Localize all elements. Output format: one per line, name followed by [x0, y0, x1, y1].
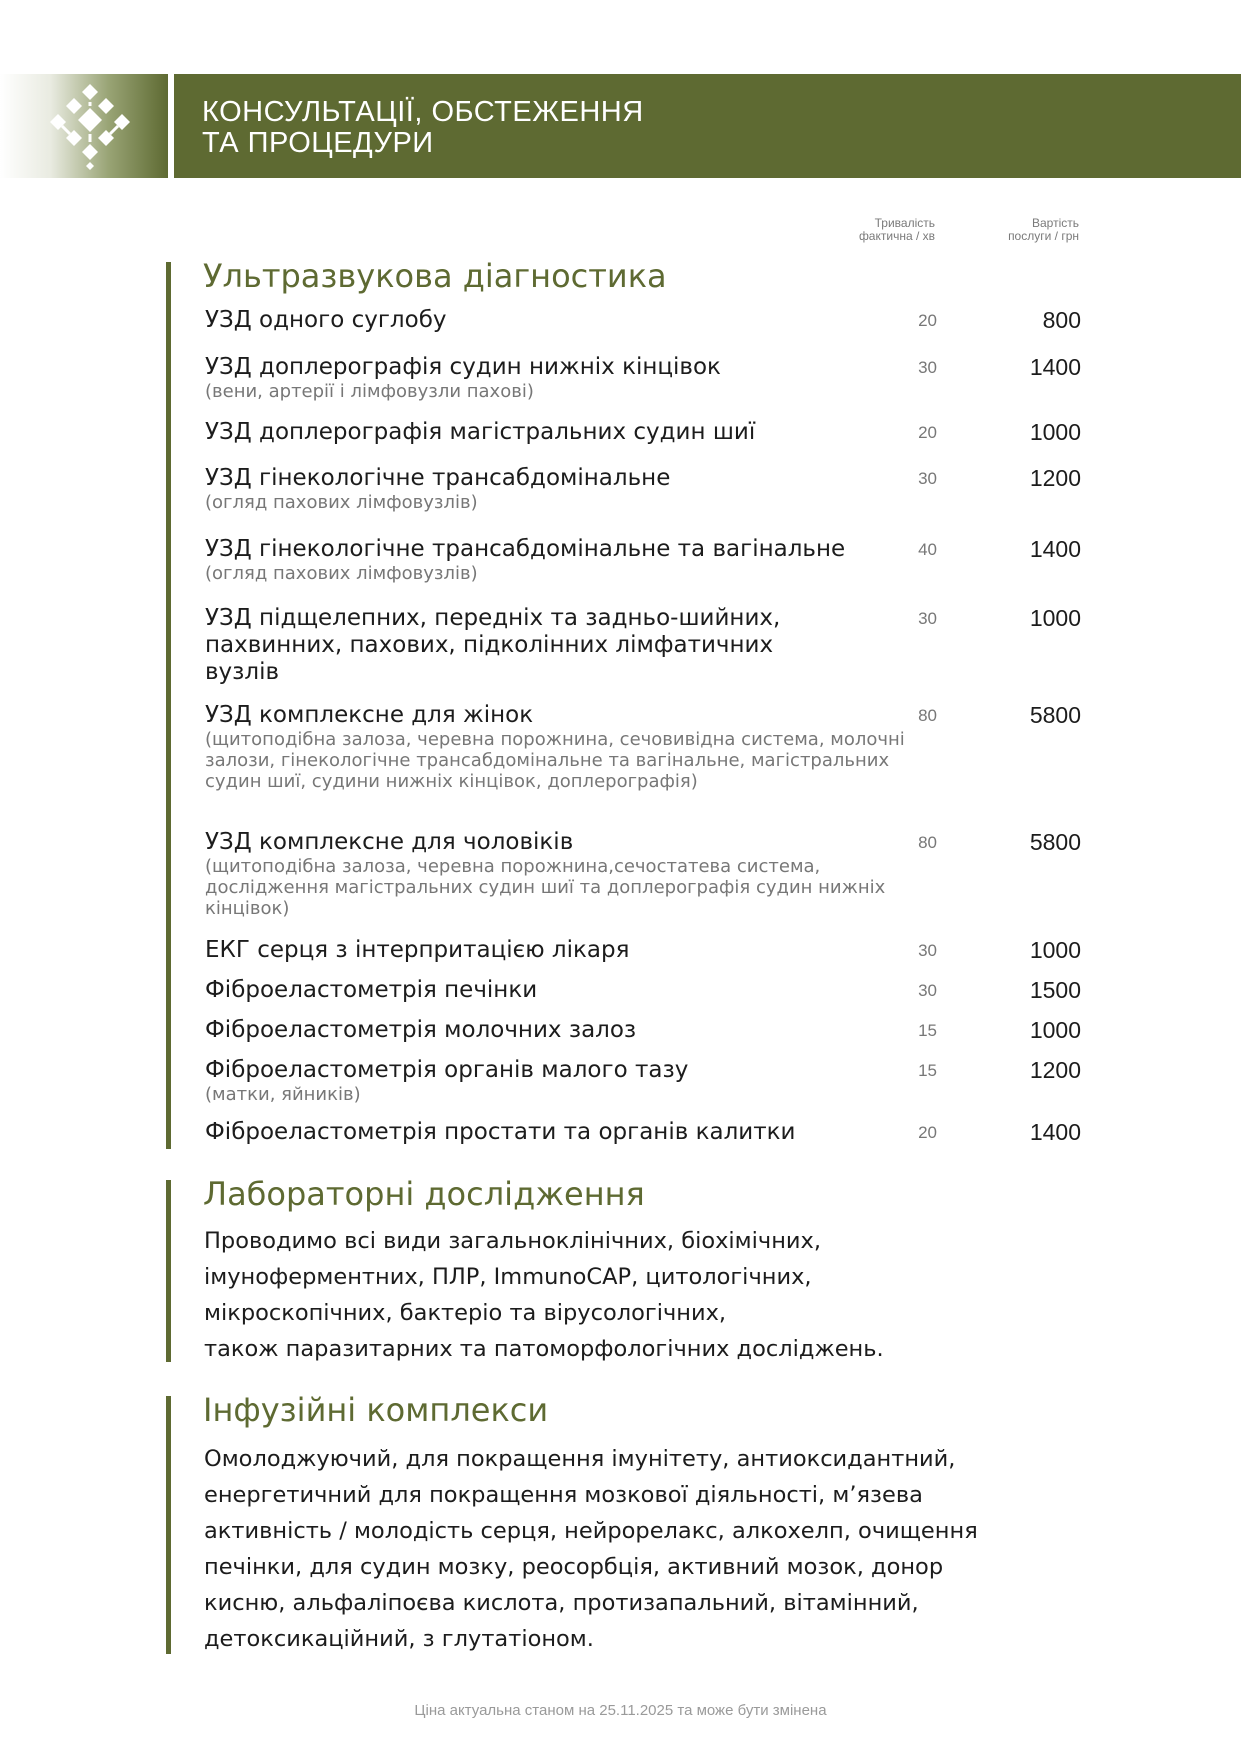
- service-note: (щитоподібна залоза, черевна порожнина,сечостатева система, дослідження магістральних судин шиї та доплерографія судин нижніх кінцівок): [205, 856, 886, 919]
- service-row: [205, 1119, 1081, 1146]
- service-name: УЗД комплексне для чоловіків: [205, 829, 574, 855]
- service-name: ЕКГ серця з інтерпритацією лікаря: [205, 937, 630, 963]
- service-price: 1000: [1029, 605, 1081, 631]
- service-name: Фіброеластометрія молочних залоз: [205, 1017, 637, 1043]
- page-title-line2: ТА ПРОЦЕДУРИ: [202, 127, 434, 159]
- service-price: 1000: [1029, 1017, 1081, 1043]
- lab-description-line: Проводимо всі види загальноклінічних, біохімічних,: [204, 1228, 822, 1254]
- service-name: УЗД гінекологічне трансабдомінальне та вагінальне: [205, 536, 846, 562]
- service-row: [205, 536, 1081, 584]
- service-name: Фіброеластометрія печінки: [205, 977, 538, 1003]
- service-row: [205, 354, 1081, 402]
- infusion-description-line: кисню, альфаліпоєва кислота, протизапальний, вітамінний,: [204, 1590, 919, 1616]
- infusion-description-line: детоксикаційний, з глутатіоном.: [204, 1626, 594, 1652]
- service-price: 1400: [1029, 536, 1081, 562]
- service-name: УЗД гінекологічне трансабдомінальне: [205, 465, 671, 491]
- service-duration: 15: [918, 1061, 937, 1080]
- service-row: [205, 937, 1081, 964]
- service-price: 1200: [1029, 465, 1081, 491]
- service-duration: 30: [918, 358, 937, 377]
- column-header-duration: [815, 217, 935, 243]
- service-row: [205, 419, 1081, 446]
- service-duration: 30: [918, 609, 937, 628]
- service-price: 1500: [1029, 977, 1081, 1003]
- service-row: [205, 307, 1081, 334]
- service-note: (матки, яйників): [205, 1084, 361, 1105]
- lab-description-line: імуноферментних, ПЛР, ImmunoCAP, цитологічних,: [204, 1264, 812, 1290]
- service-note: (огляд пахових лімфовузлів): [205, 492, 478, 513]
- service-duration: 30: [918, 469, 937, 488]
- section-accent-bar: [166, 1396, 171, 1654]
- column-header-duration-line2: фактична / хв: [858, 229, 935, 243]
- service-row: [205, 1057, 1081, 1105]
- service-price: 5800: [1029, 702, 1081, 728]
- service-duration: 20: [918, 311, 937, 330]
- section-title-infusion: Інфузійні комплекси: [203, 1391, 549, 1429]
- service-duration: 30: [918, 981, 937, 1000]
- service-price: 1000: [1029, 419, 1081, 445]
- infusion-description: [204, 1441, 1104, 1657]
- section-accent-bar: [166, 1180, 171, 1362]
- service-name: Фіброеластометрія простати та органів калитки: [205, 1119, 796, 1145]
- infusion-description-line: енергетичний для покращення мозкової діяльності, м’язева: [204, 1482, 923, 1508]
- service-duration: 80: [918, 706, 937, 725]
- infusion-description-line: Омолоджуючий, для покращення імунітету, антиоксидантний,: [204, 1446, 956, 1472]
- service-duration: 30: [918, 941, 937, 960]
- column-header-price-line1: Вартість: [1032, 216, 1079, 230]
- service-name: Фіброеластометрія органів малого тазу: [205, 1057, 689, 1083]
- ornament-logo-icon: [44, 80, 136, 172]
- service-row: [205, 977, 1081, 1004]
- page-title-line1: КОНСУЛЬТАЦІЇ, ОБСТЕЖЕННЯ: [202, 96, 644, 128]
- service-price: 5800: [1029, 829, 1081, 855]
- service-duration: 20: [918, 1123, 937, 1142]
- service-name: УЗД одного суглобу: [205, 307, 447, 333]
- column-header-price: [959, 217, 1079, 243]
- service-note: (вени, артерії і лімфовузли пахові): [205, 381, 534, 402]
- section-title-lab: Лабораторні дослідження: [203, 1175, 645, 1213]
- service-name: УЗД комплексне для жінок: [205, 702, 534, 728]
- service-duration: 15: [918, 1021, 937, 1040]
- service-price: 1400: [1029, 354, 1081, 380]
- service-duration: 20: [918, 423, 937, 442]
- service-price: 800: [1042, 307, 1081, 333]
- service-price: 1400: [1029, 1119, 1081, 1145]
- service-row: [205, 605, 1081, 686]
- service-name: УЗД підщелепних, передніх та задньо-шийних, пахвинних, пахових, підколінних лімфатичних вузлів: [205, 605, 781, 685]
- infusion-description-line: печінки, для судин мозку, реосорбція, активний мозок, донор: [204, 1554, 944, 1580]
- infusion-description-line: активність / молодість серця, нейрорелакс, алкохелп, очищення: [204, 1518, 978, 1544]
- service-row: [205, 1017, 1081, 1044]
- section-title-ultrasound: Ультразвукова діагностика: [203, 257, 667, 295]
- price-disclaimer: Ціна актуальна станом на 25.11.2025 та може бути змінена: [414, 1702, 827, 1719]
- service-price: 1000: [1029, 937, 1081, 963]
- service-duration: 40: [918, 540, 937, 559]
- service-row: [205, 702, 1081, 792]
- service-price: 1200: [1029, 1057, 1081, 1083]
- column-header-price-line2: послуги / грн: [1008, 229, 1079, 243]
- service-row: [205, 829, 1081, 919]
- lab-description: [204, 1223, 1104, 1367]
- lab-description-line: мікроскопічних, бактеріо та вірусологічних,: [204, 1300, 727, 1326]
- page-title: [202, 97, 644, 159]
- service-name: УЗД доплерографія магістральних судин шиї: [205, 419, 756, 445]
- service-row: [205, 465, 1081, 513]
- service-duration: 80: [918, 833, 937, 852]
- section-accent-bar: [166, 262, 171, 1149]
- service-name: УЗД доплерографія судин нижніх кінцівок: [205, 354, 721, 380]
- service-note: (щитоподібна залоза, черевна порожнина, сечовивідна система, молочні залози, гінекологічне трансабдомінальне та вагінальне, магістральних судин шиї, судини нижніх кінцівок, доплерографія): [205, 729, 905, 792]
- service-note: (огляд пахових лімфовузлів): [205, 563, 478, 584]
- column-header-duration-line1: Тривалість: [874, 216, 935, 230]
- lab-description-line: також паразитарних та патоморфологічних досліджень.: [204, 1336, 884, 1362]
